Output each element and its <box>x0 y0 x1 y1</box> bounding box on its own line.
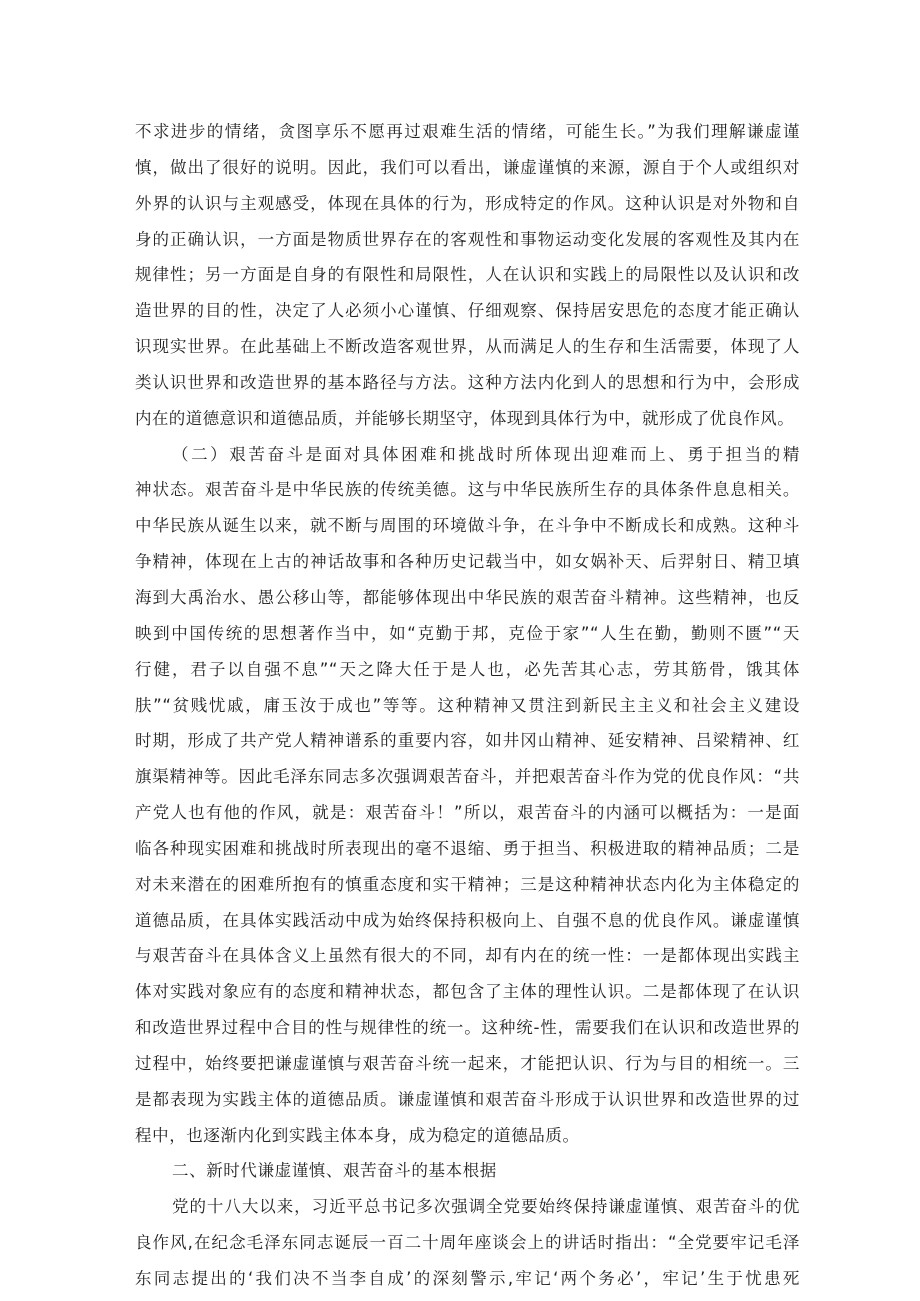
text-line: 和改造世界过程中合目的性与规律性的统一。这种统-性，需要我们在认识和改造世界的 <box>135 1018 800 1038</box>
text-line: 肤”“贫贱忧戚，庸玉汝于成也”等等。这种精神又贯注到新民主主义和社会主义建设 <box>135 695 800 715</box>
text-line: 产党人也有他的作风，就是：艰苦奋斗！”所以，艰苦奋斗的内涵可以概括为：一是面 <box>135 803 800 823</box>
text-line: 外界的认识与主观感受，体现在具体的行为，形成特定的作风。这种认识是对外物和自 <box>135 193 800 213</box>
text-line: 与艰苦奋斗在具体含义上虽然有很大的不同，却有内在的统一性：一是都体现出实践主 <box>135 946 800 966</box>
text-line: 程中，也逐渐内化到实践主体本身，成为稳定的道德品质。 <box>135 1125 580 1145</box>
text-line: 争精神，体现在上古的神话故事和各种历史记载当中，如女娲补天、后羿射日、精卫填 <box>135 552 800 572</box>
section-heading: 二、新时代谦虚谨慎、艰苦奋斗的基本根据 <box>172 1161 497 1181</box>
text-line: 体对实践对象应有的态度和精神状态，都包含了主体的理性认识。二是都体现了在认识 <box>135 982 800 1002</box>
text-line: 不求进步的情绪，贪图享乐不愿再过艰难生活的情绪，可能生长。”为我们理解谦虚谨 <box>135 122 800 141</box>
text-line: 中华民族从诞生以来，就不断与周围的环境做斗争，在斗争中不断成长和成熟。这种斗 <box>135 516 800 536</box>
text-line: 道德品质，在具体实践活动中成为始终保持积极向上、自强不息的优良作风。谦虚谨慎 <box>135 910 800 930</box>
text-line: 良作风,在纪念毛泽东同志诞辰一百二十周年座谈会上的讲话时指出：“全党要牢记毛泽 <box>135 1233 800 1253</box>
text-line: 行健，君子以自强不息”“天之降大任于是人也，必先苦其心志，劳其筋骨，饿其体 <box>135 659 800 679</box>
body-text <box>135 114 800 1297</box>
text-line: 慎，做出了很好的说明。因此，我们可以看出，谦虚谨慎的来源，源自于个人或组织对 <box>135 157 800 177</box>
text-line: 神状态。艰苦奋斗是中华民族的传统美德。这与中华民族所生存的具体条件息息相关。 <box>135 480 800 500</box>
text-line: 内在的道德意识和道德品质，并能够长期坚守，体现到具体行为中，就形成了优良作风。 <box>135 408 795 428</box>
text-line: 党的十八大以来，习近平总书记多次强调全党要始终保持谦虚谨慎、艰苦奋斗的优 <box>172 1197 800 1217</box>
text-line: 身的正确认识，一方面是物质世界存在的客观性和事物运动变化发展的客观性及其内在 <box>135 229 800 249</box>
section-heading-line: （二）艰苦奋斗是面对具体困难和挑战时所体现出迎难而上、勇于担当的精 <box>172 444 800 464</box>
text-line: 东同志提出的‘我们决不当李自成’的深刻警示,牢记‘两个务必’，牢记’生于忧患死 <box>135 1269 800 1288</box>
text-line: 时期，形成了共产党人精神谱系的重要内容，如井冈山精神、延安精神、吕梁精神、红 <box>135 731 800 751</box>
text-line: 临各种现实困难和挑战时所表现出的毫不退缩、勇于担当、积极进取的精神品质；二是 <box>135 838 800 858</box>
text-line: 类认识世界和改造世界的基本路径与方法。这种方法内化到人的思想和行为中，会形成 <box>135 372 800 392</box>
text-line: 映到中国传统的思想著作当中，如“克勤于邦，克俭于家”“人生在勤，勤则不匮”“天 <box>135 623 800 643</box>
text-line: 是都表现为实践主体的道德品质。谦虚谨慎和艰苦奋斗形成于认识世界和改造世界的过 <box>135 1089 800 1109</box>
text-line: 识现实世界。在此基础上不断改造客观世界，从而满足人的生存和生活需要，体现了人 <box>135 337 800 357</box>
text-line: 规律性；另一方面是自身的有限性和局限性，人在认识和实践上的局限性以及认识和改 <box>135 265 800 285</box>
text-line: 海到大禹治水、愚公移山等，都能够体现出中华民族的艰苦奋斗精神。这些精神，也反 <box>135 587 800 607</box>
text-line: 过程中，始终要把谦虚谨慎与艰苦奋斗统一起来，才能把认识、行为与目的相统一。三 <box>135 1053 800 1073</box>
text-line: 旗渠精神等。因此毛泽东同志多次强调艰苦奋斗，并把艰苦奋斗作为党的优良作风：“共 <box>135 767 800 787</box>
text-line: 对未来潜在的困难所抱有的慎重态度和实干精神；三是这种精神状态内化为主体稳定的 <box>135 874 800 894</box>
text-line: 造世界的目的性，决定了人必须小心谨慎、仔细观察、保持居安思危的态度才能正确认 <box>135 301 800 321</box>
